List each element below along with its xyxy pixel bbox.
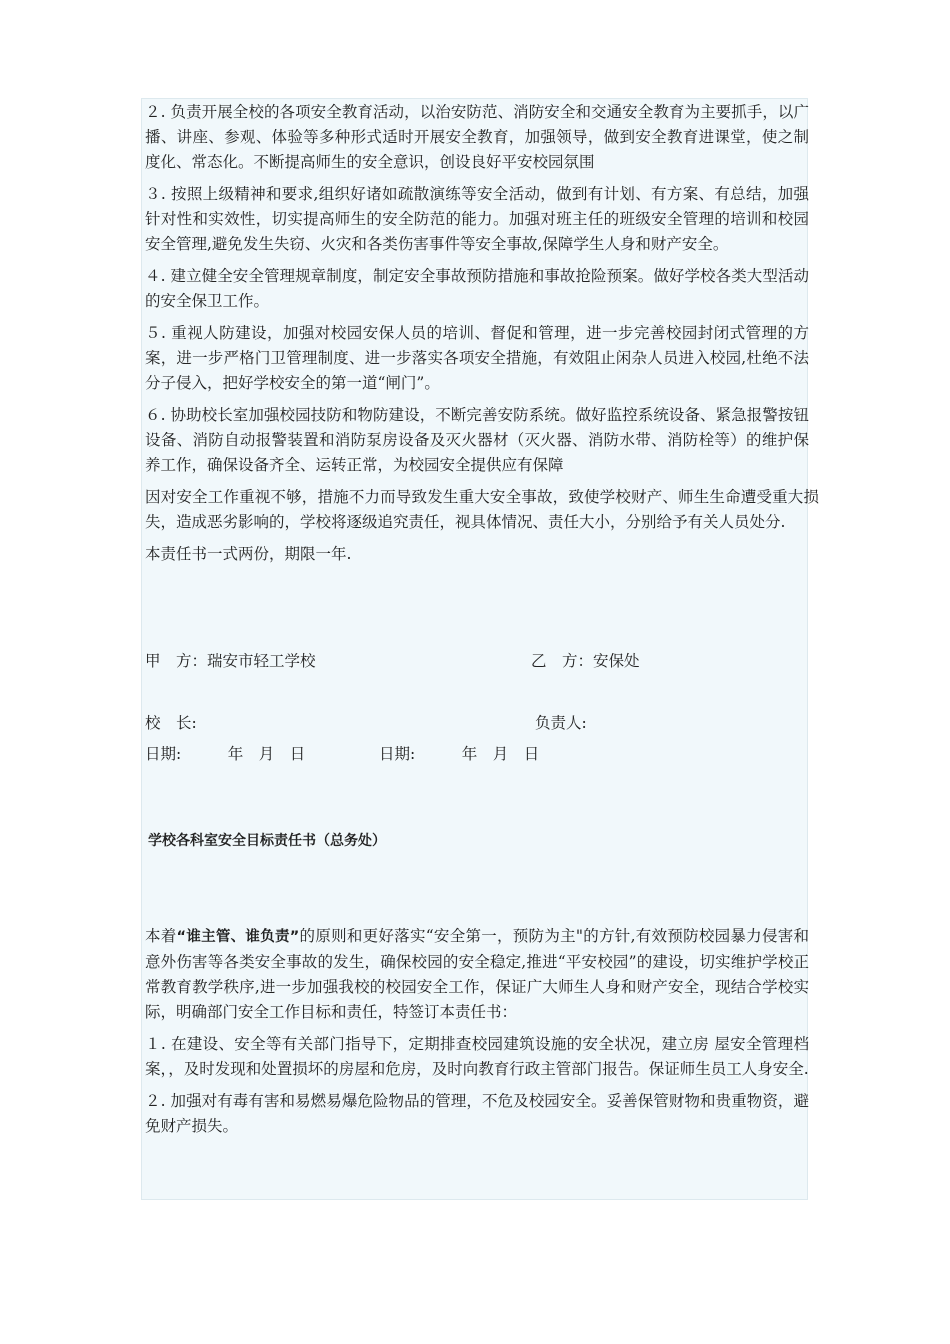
document-content	[145, 100, 819, 1146]
intro-prefix: 本着	[145, 927, 177, 945]
paragraph-4: ４. 建立健全安全管理规章制度，制定安全事故预防措施和事故抢险预案。做好学校各类大型活动的安全保卫工作。	[145, 267, 809, 310]
liability-paragraph: 因对安全工作重视不够，措施不力而导致发生重大安全事故，致使学校财产、师生生命遭受重大损失，造成恶劣影响的，学校将逐级追究责任，视具体情况、责任大小，分别给予有关人员处分.	[145, 488, 819, 531]
paragraph-3: ３. 按照上级精神和要求,组织好诸如疏散演练等安全活动，做到有计划、有方案、有总结，加强针对性和实效性，切实提高师生的安全防范的能力。加强对班主任的班级安全管理的培训和校园安全管理,避免发生失窃、火灾和各类伤害事件等安全事故,保障学生人身和财产安全。	[145, 185, 809, 253]
paragraph-6: ６. 协助校长室加强校园技防和物防建设，不断完善安防系统。做好监控系统设备、紧急报警按钮设备、消防自动报警装置和消防泵房设备及灭火器材（灭火器、消防水带、消防栓等）的维护保养工作，确保设备齐全、运转正常，为校园安全提供应有保障	[145, 406, 809, 474]
paragraph-2: ２. 负责开展全校的各项安全教育活动，以治安防范、消防安全和交通安全教育为主要抓手，以广播、讲座、参观、体验等多种形式适时开展安全教育，加强领导，做到安全教育进课堂，使之制度化、常态化。不断提高师生的安全意识，创设良好平安校园氛围	[145, 103, 809, 171]
responsible-label: 负责人:	[535, 714, 587, 732]
party-a: 甲 方：瑞安市轻工学校	[145, 652, 316, 670]
party-b: 乙 方：安保处	[531, 652, 640, 670]
paragraph-5: ５. 重视人防建设，加强对校园安保人员的培训、督促和管理，进一步完善校园封闭式管理的方案，进一步严格门卫管理制度、进一步落实各项安全措施，有效阻止闲杂人员进入校园,杜绝不法分子侵入，把好学校安全的第一道“闸门”。	[145, 324, 809, 392]
intro-bold: “谁主管、谁负责”	[176, 929, 300, 945]
date-b: 日期: 年 月 日	[379, 745, 540, 763]
copies-paragraph: 本责任书一式两份，期限一年.	[145, 545, 352, 563]
intro-paragraph	[145, 924, 809, 1025]
item-1: １. 在建设、安全等有关部门指导下，定期排查校园建筑设施的安全状况，建立房 屋安全管理档案，，及时发现和处置损坏的房屋和危房，及时向教育行政主管部门报告。保证师生员工人身安全.	[145, 1035, 809, 1078]
section-title: 学校各科室安全目标责任书（总务处）	[148, 833, 386, 849]
signer-row	[145, 711, 809, 736]
date-row	[145, 742, 809, 767]
party-row	[145, 649, 809, 674]
principal-label: 校 长:	[145, 714, 197, 732]
date-a: 日期: 年 月 日	[145, 745, 306, 763]
intro-suffix: 的原则和更好落实“安全第一，预防为主"的方针,有效预防校园暴力侵害和意外伤害等各类安全事故的发生，确保校园的安全稳定,推进“平安校园”的建设，切实维护学校正常教育教学秩序,进一步加强我校的校园安全工作，保证广大师生人身和财产安全，现结合学校实际，明确部门安全工作目标和责任，特签订本责任书：	[145, 927, 809, 1021]
item-2: ２. 加强对有毒有害和易燃易爆危险物品的管理，不危及校园安全。妥善保管财物和贵重物资，避免财产损失。	[145, 1092, 809, 1135]
